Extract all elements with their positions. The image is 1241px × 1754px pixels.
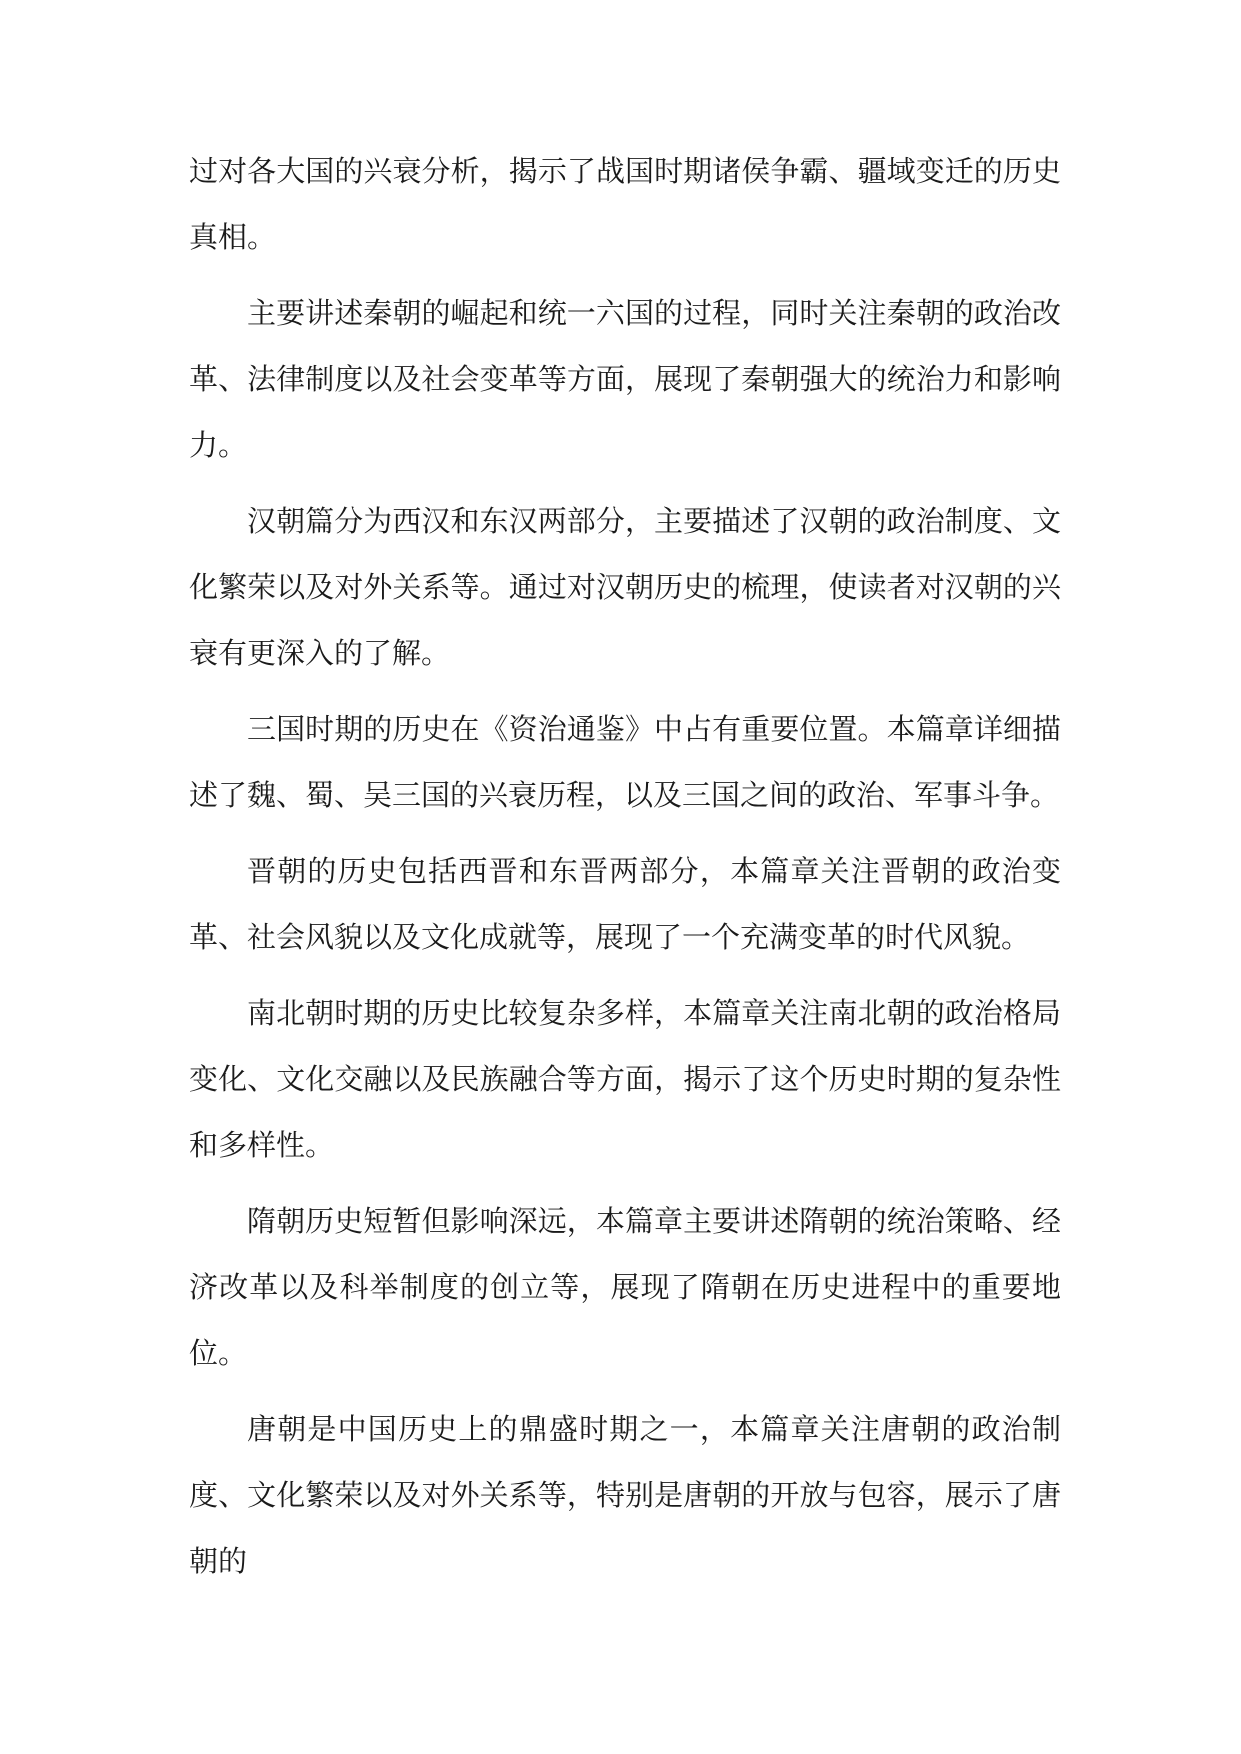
paragraph-warring-states: 过对各大国的兴衰分析，揭示了战国时期诸侯争霸、疆域变迁的历史真相。 bbox=[189, 154, 1061, 254]
paragraph-sui: 隋朝历史短暂但影响深远，本篇章主要讲述隋朝的统治策略、经济改革以及科举制度的创立等，展现了隋朝在历史进程中的重要地位。 bbox=[189, 1204, 1061, 1370]
paragraph-qin: 主要讲述秦朝的崛起和统一六国的过程，同时关注秦朝的政治改革、法律制度以及社会变革等方面，展现了秦朝强大的统治力和影响力。 bbox=[189, 296, 1061, 462]
paragraph-jin: 晋朝的历史包括西晋和东晋两部分，本篇章关注晋朝的政治变革、社会风貌以及文化成就等，展现了一个充满变革的时代风貌。 bbox=[189, 854, 1061, 954]
paragraph-three-kingdoms: 三国时期的历史在《资治通鉴》中占有重要位置。本篇章详细描述了魏、蜀、吴三国的兴衰历程，以及三国之间的政治、军事斗争。 bbox=[189, 712, 1061, 812]
paragraph-southern-northern: 南北朝时期的历史比较复杂多样，本篇章关注南北朝的政治格局变化、文化交融以及民族融合等方面，揭示了这个历史时期的复杂性和多样性。 bbox=[189, 996, 1061, 1162]
body-text bbox=[189, 138, 1061, 1604]
paragraph-tang: 唐朝是中国历史上的鼎盛时期之一，本篇章关注唐朝的政治制度、文化繁荣以及对外关系等，特别是唐朝的开放与包容，展示了唐朝的 bbox=[189, 1412, 1061, 1578]
paragraph-han: 汉朝篇分为西汉和东汉两部分，主要描述了汉朝的政治制度、文化繁荣以及对外关系等。通过对汉朝历史的梳理，使读者对汉朝的兴衰有更深入的了解。 bbox=[189, 504, 1061, 670]
